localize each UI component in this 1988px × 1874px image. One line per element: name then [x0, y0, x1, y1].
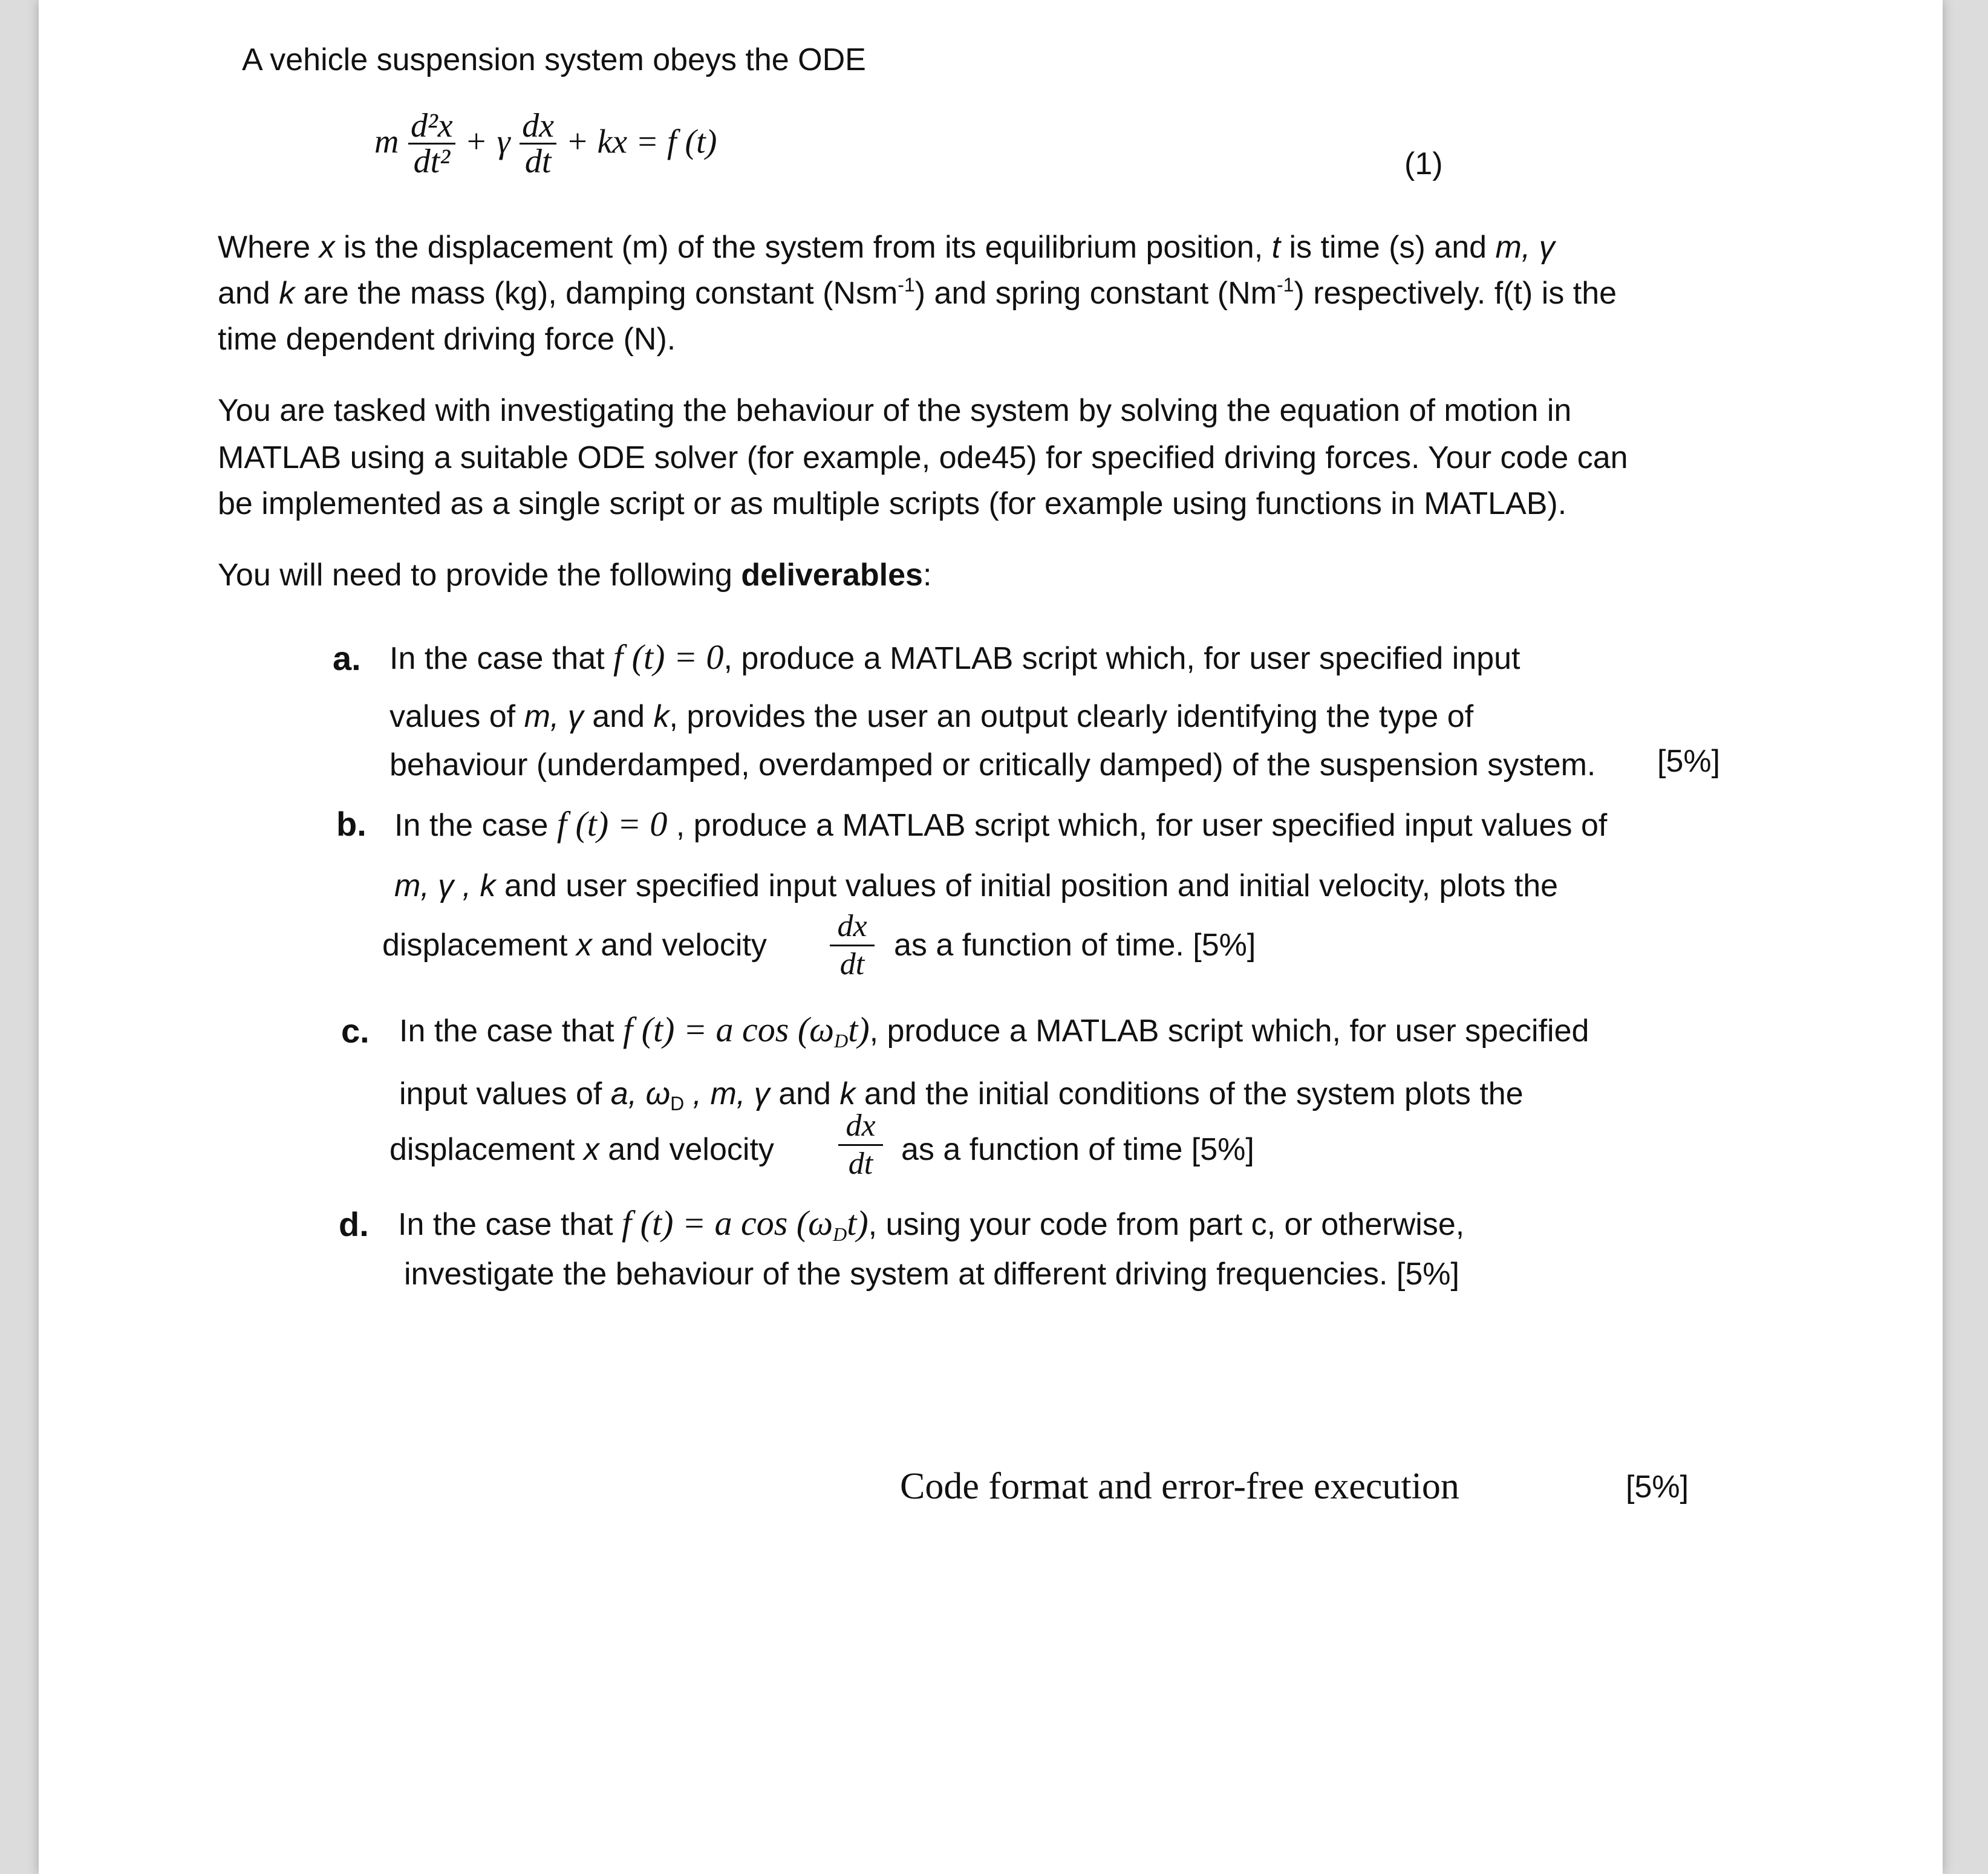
item-c-line1 — [399, 1006, 1589, 1055]
item-b-dxdt — [830, 908, 875, 983]
text: input values of — [399, 1076, 611, 1111]
bold-deliverables: deliverables — [741, 558, 923, 593]
var-x: x — [576, 928, 592, 963]
eq-gamma: γ — [497, 123, 510, 161]
subscript: D — [833, 1223, 847, 1245]
item-a-label: a. — [333, 639, 361, 677]
para2-line2: MATLAB using a suitable ODE solver (for example, ode45) for specified driving forces. Your code can — [218, 440, 1628, 475]
item-d-line1 — [398, 1200, 1464, 1248]
text: You will need to provide the following — [218, 558, 741, 593]
text: In the case that — [399, 1013, 624, 1049]
frac-num: dx — [838, 1108, 883, 1146]
text: is the displacement (m) of the system from its equilibrium position, — [334, 230, 1272, 265]
eq-dt2: dt² — [413, 143, 451, 180]
eq-tail: + kx = f (t) — [565, 123, 717, 161]
eq-d2x-dt2 — [408, 109, 455, 178]
text: , provides the user an output clearly identifying the type of — [669, 699, 1474, 734]
footer-mark: [5%] — [1626, 1469, 1689, 1505]
text: In the case that — [398, 1207, 622, 1242]
var-a-omega: a, ω — [610, 1076, 671, 1111]
var-t: t — [1271, 230, 1281, 265]
para1-line2 — [218, 270, 1617, 317]
text: , produce a MATLAB script which, for user specified — [869, 1013, 1589, 1049]
item-b-line2 — [394, 862, 1558, 909]
item-a-mark: [5%] — [1657, 744, 1721, 779]
frac-den: dt — [848, 1147, 873, 1181]
text: : — [922, 558, 932, 593]
item-c-dxdt — [838, 1108, 883, 1182]
para1-line1 — [218, 224, 1555, 271]
text: ) respectively. f(t) is the — [1294, 276, 1617, 311]
frac-den: dt — [839, 947, 865, 981]
text: displacement — [389, 1132, 584, 1167]
text: In the case that — [389, 641, 614, 676]
var-k: k — [279, 276, 295, 311]
text: , using your code from part c, or otherwise, — [868, 1207, 1465, 1242]
text: In the case — [394, 808, 557, 843]
eq-d2x: d²x — [408, 109, 455, 145]
para1-line3: time dependent driving force (N). — [218, 322, 676, 357]
var-x: x — [319, 230, 335, 265]
math-f-zero: f (t) = 0 — [556, 804, 668, 844]
eq-dx: dx — [520, 109, 556, 145]
footer-code-format: Code format and error-free execution — [900, 1466, 1459, 1507]
para2-line3: be implemented as a single script or as multiple scripts (for example using functions in MATLAB). — [218, 486, 1567, 521]
var-m-gamma: , m, γ — [684, 1076, 770, 1111]
item-c-line3-end: as a function of time [5%] — [901, 1132, 1254, 1167]
text: ) and spring constant (Nm — [914, 276, 1277, 311]
item-b-line1 — [394, 801, 1607, 849]
item-a-line3: behaviour (underdamped, overdamped or critically damped) of the suspension system. — [389, 747, 1596, 782]
exponent: -1 — [1276, 274, 1294, 296]
eq-plus: + — [464, 123, 488, 161]
subscript: D — [670, 1093, 685, 1114]
var-m-gamma: m, γ — [524, 699, 584, 734]
subscript: D — [834, 1030, 849, 1052]
var-k: k — [839, 1076, 856, 1111]
text: and user specified input values of initial position and initial velocity, plots the — [495, 868, 1559, 903]
text: and — [218, 276, 279, 311]
text: are the mass (kg), damping constant (Nsm — [295, 276, 898, 311]
item-d-line2: investigate the behaviour of the system at different driving frequencies. [5%] — [404, 1257, 1459, 1292]
eq-dx-dt — [520, 109, 556, 178]
document-page — [39, 0, 1943, 1874]
item-a-line1 — [389, 634, 1520, 682]
item-c-line2 — [399, 1070, 1524, 1118]
equation-number: (1) — [1404, 146, 1443, 181]
item-a-line2 — [389, 693, 1473, 740]
item-c-line3 — [389, 1126, 774, 1173]
item-b-label: b. — [336, 805, 367, 843]
math-close: t) — [847, 1203, 869, 1243]
para3 — [218, 551, 931, 599]
exponent: -1 — [898, 274, 915, 296]
var-k: k — [653, 699, 670, 734]
item-d-label: d. — [339, 1205, 369, 1243]
para2-line1: You are tasked with investigating the behaviour of the system by solving the equation of motion in — [218, 393, 1572, 428]
math-f-zero: f (t) = 0 — [613, 637, 724, 677]
eq-m: m — [374, 123, 399, 161]
text: displacement — [382, 928, 576, 963]
text: is time (s) and — [1280, 230, 1496, 265]
text: , produce a MATLAB script which, for user specified input — [723, 641, 1520, 676]
eq-dt: dt — [524, 143, 552, 180]
math-f-acos: f (t) = a cos (ω — [623, 1010, 835, 1049]
ode-equation — [374, 109, 717, 178]
math-f-acos: f (t) = a cos (ω — [622, 1203, 833, 1243]
math-close: t) — [848, 1010, 870, 1049]
frac-num: dx — [830, 908, 875, 946]
text: and velocity — [592, 928, 767, 963]
intro-text: A vehicle suspension system obeys the ODE — [242, 42, 866, 77]
text: values of — [389, 699, 524, 734]
text: and velocity — [599, 1132, 774, 1167]
item-b-line3-end: as a function of time. [5%] — [894, 928, 1256, 963]
item-b-line3 — [382, 922, 767, 969]
text: and — [583, 699, 654, 734]
var-x: x — [583, 1132, 599, 1167]
text: Where — [218, 230, 319, 265]
text: and the initial conditions of the system plots the — [855, 1076, 1524, 1111]
text: and — [769, 1076, 840, 1111]
text: , produce a MATLAB script which, for user specified input values of — [667, 808, 1608, 843]
var-m-gamma: m, γ — [1495, 230, 1555, 265]
item-c-label: c. — [341, 1012, 370, 1050]
var-m-gamma-k: m, γ , k — [394, 868, 496, 903]
